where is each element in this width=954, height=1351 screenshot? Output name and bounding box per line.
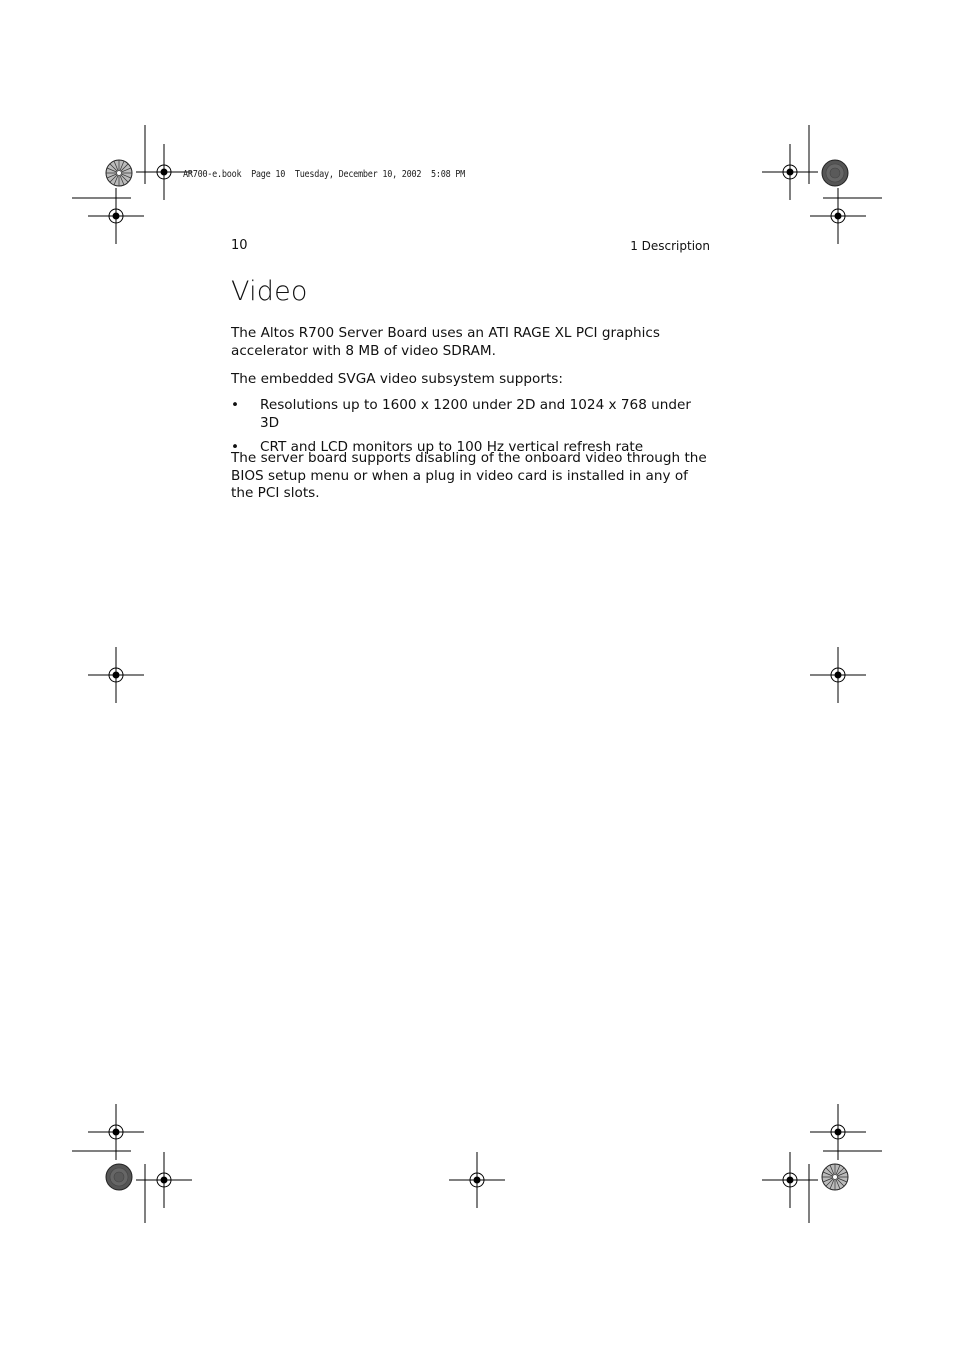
chapter-header: 1 Description <box>630 239 710 253</box>
section-title: Video <box>231 276 308 307</box>
density-target <box>822 160 848 186</box>
page-number: 10 <box>231 238 248 253</box>
star-target <box>822 1164 848 1190</box>
intro-paragraph: The Altos R700 Server Board uses an ATI RAGE XL PCI graphics accelerator with 8 MB of video SDRAM. <box>231 325 660 359</box>
supports-paragraph: The embedded SVGA video subsystem supports: <box>231 371 563 387</box>
star-target <box>106 160 132 186</box>
density-target <box>106 1164 132 1190</box>
registration-mark <box>88 188 144 244</box>
registration-mark <box>88 1104 144 1160</box>
list-item-text: Resolutions up to 1600 x 1200 under 2D and 1024 x 768 under 3D <box>260 397 691 431</box>
registration-mark <box>88 647 144 703</box>
bullet-icon: • <box>231 438 240 455</box>
registration-mark <box>762 144 818 200</box>
registration-mark <box>810 647 866 703</box>
bullet-icon: • <box>231 397 240 413</box>
list-item-text: CRT and LCD monitors up to 100 Hz vertical refresh rate <box>260 438 644 455</box>
crop-lines <box>72 125 882 1223</box>
disable-paragraph: The server board supports disabling of the onboard video through the BIOS setup menu or when a plug in video card is installed in any of the PCI slots. <box>231 450 707 501</box>
registration-mark <box>762 1152 818 1208</box>
registration-mark <box>136 1152 192 1208</box>
list-item <box>231 397 711 432</box>
registration-mark <box>810 1104 866 1160</box>
registration-mark <box>449 1152 505 1208</box>
registration-mark <box>810 188 866 244</box>
print-slug-line: AR700-e.book Page 10 Tuesday, December 10, 2002 5:08 PM <box>183 169 466 180</box>
